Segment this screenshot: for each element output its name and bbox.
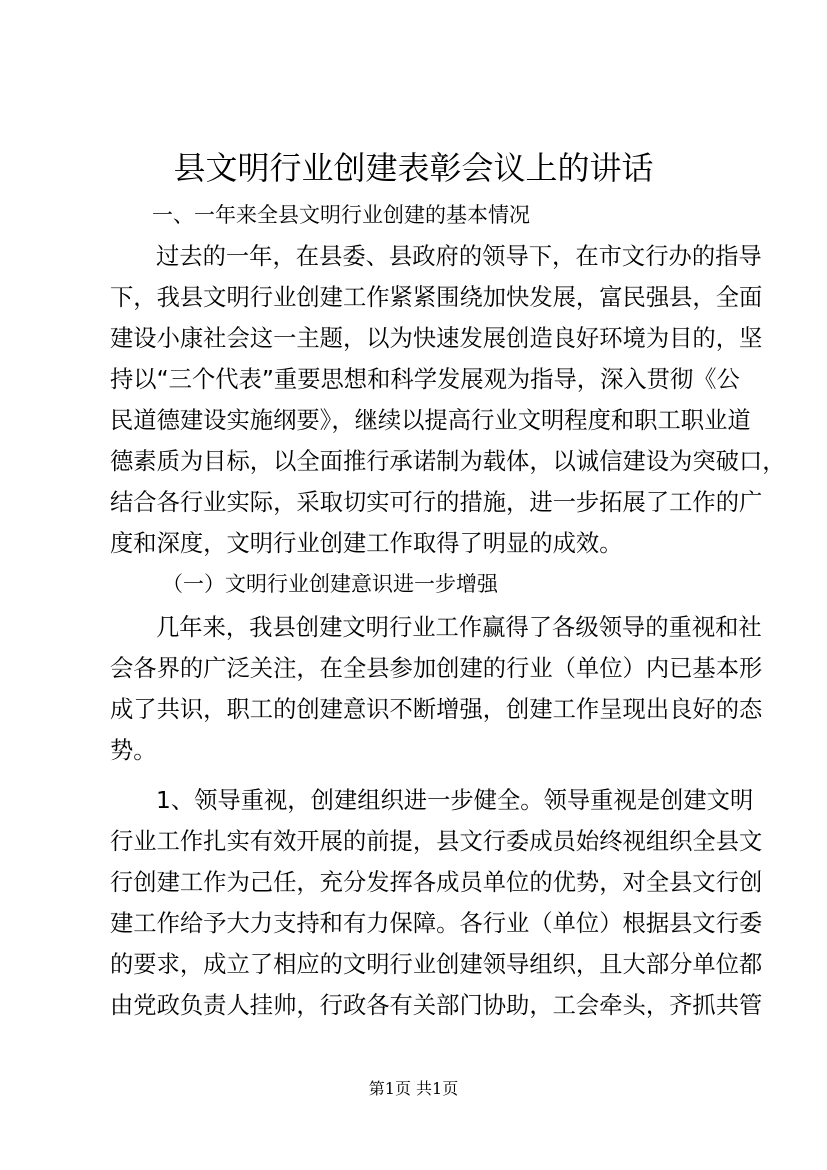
paragraph-line: 结合各行业实际，采取切实可行的措施，进一步拓展了工作的广 <box>110 489 763 516</box>
paragraph-line: 行创建工作为己任，充分发挥各成员单位的优势，对全县文行创 <box>110 869 763 896</box>
paragraph-line: 成了共识，职工的创建意识不断增强，创建工作呈现出良好的态 <box>110 696 763 723</box>
paragraph-line: 德素质为目标，以全面推行承诺制为载体，以诚信建设为突破口， <box>110 448 786 475</box>
paragraph-line: 行业工作扎实有效开展的前提，县文行委成员始终视组织全县文 <box>110 828 763 855</box>
paragraph-line: 1、领导重视，创建组织进一步健全。领导重视是创建文明 <box>156 787 754 814</box>
document-title: 县文明行业创建表彰会议上的讲话 <box>173 149 654 187</box>
paragraph-line: 民道德建设实施纲要》，继续以提高行业文明程度和职工职业道 <box>110 407 751 434</box>
page-footer: 第1页 共1页 <box>368 1079 459 1098</box>
paragraph-line: 持以“三个代表”重要思想和科学发展观为指导，深入贯彻《公 <box>110 366 740 393</box>
paragraph-line: 势。 <box>110 737 157 764</box>
paragraph-line: 下，我县文明行业创建工作紧紧围绕加快发展，富民强县，全面 <box>110 284 763 311</box>
subsection-heading: （一）文明行业创建意识进一步增强 <box>162 572 498 596</box>
paragraph-1 <box>110 236 786 564</box>
paragraph-line: 会各界的广泛关注，在全县参加创建的行业（单位）内已基本形 <box>110 655 763 682</box>
paragraph-line: 度和深度，文明行业创建工作取得了明显的成效。 <box>110 530 623 557</box>
paragraph-2 <box>110 607 763 771</box>
paragraph-3 <box>110 780 763 1026</box>
paragraph-line: 建工作给予大力支持和有力保障。各行业（单位）根据县文行委 <box>110 910 763 937</box>
paragraph-line: 几年来，我县创建文明行业工作赢得了各级领导的重视和社 <box>156 614 762 641</box>
paragraph-line: 过去的一年，在县委、县政府的领导下，在市文行办的指导 <box>156 243 762 270</box>
paragraph-line: 由党政负责人挂帅，行政各有关部门协助，工会牵头，齐抓共管 <box>110 992 763 1019</box>
paragraph-line: 建设小康社会这一主题，以为快速发展创造良好环境为目的，坚 <box>110 325 763 352</box>
paragraph-line: 的要求，成立了相应的文明行业创建领导组织，且大部分单位都 <box>110 951 763 978</box>
section-heading: 一、一年来全县文明行业创建的基本情况 <box>152 203 530 227</box>
document-body <box>110 195 786 1026</box>
